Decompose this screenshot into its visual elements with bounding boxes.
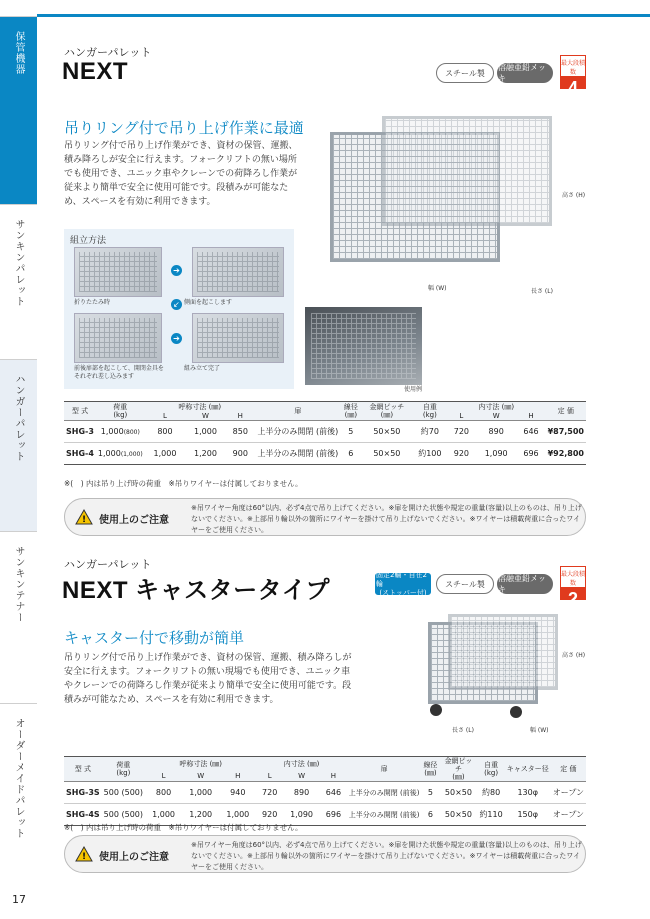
section2-headline: キャスター付で移動が簡単 [64, 629, 245, 647]
spec-table-next-caster [64, 756, 586, 826]
cell-price: ¥92,800 [546, 443, 586, 465]
caution-title: 使用上のご注意 [99, 515, 169, 526]
cell-price: オープン [551, 782, 586, 804]
cell-H: 900 [226, 443, 255, 465]
cell-model: SHG-3S [64, 782, 102, 804]
caster-wheel-icon [430, 704, 442, 716]
cell-weight: 約110 [477, 804, 504, 826]
table-row [64, 443, 586, 465]
assembly-caption: 折りたたみ時 [74, 299, 111, 306]
top-bar [0, 0, 650, 16]
cell-door: 上半分のみ開閉 (前後) [255, 421, 341, 443]
cell-model: SHG-4 [64, 443, 96, 465]
th-W: W [197, 771, 205, 780]
assembly-panel [64, 229, 294, 389]
th-door: 扉 [294, 407, 302, 415]
product-image-caster [418, 612, 568, 722]
section2-subtitle: ハンガーパレット [64, 558, 152, 571]
cell-iH: 696 [320, 804, 347, 826]
section1-title: NEXT [62, 58, 129, 85]
section2-description: 吊りリング付で吊り上げ作業ができ、資材の保管、運搬、積み降ろしが安全に行えます。フォークリフトの無い現場でも使用でき、ユニック車やクレーンでの荷降ろし作業が従来より簡単で安全に使用可能です。段積みが可能なため、スペースを有効に利用できます。 [64, 653, 352, 705]
dim-height-label: 高さ (H) [562, 192, 586, 199]
sidebar-tab-label: サンキンパレット [13, 219, 24, 307]
max-stack-badge [560, 55, 586, 98]
cell-iL: 920 [447, 443, 476, 465]
th-iL: L [267, 771, 272, 780]
cell-pitch: 50×50 [439, 804, 477, 826]
product-image-next [312, 112, 582, 312]
caution-box [64, 835, 586, 873]
cage-back [448, 614, 558, 690]
usage-photo [305, 307, 422, 385]
section2-note: ※( ) 内は吊り上げ時の荷重 ※吊りワイヤーは付属しておりません。 [64, 823, 303, 832]
svg-text:!: ! [81, 515, 87, 525]
caution-title: 使用上のご注意 [99, 852, 169, 863]
cell-iL: 720 [447, 421, 476, 443]
th-iH: H [330, 771, 337, 780]
th-caster: キャスター径 [506, 765, 549, 773]
cell-wire: 5 [421, 782, 439, 804]
th-door: 扉 [380, 765, 388, 773]
cell-iH: 646 [320, 782, 347, 804]
cell-load: 500 (500) [102, 804, 145, 826]
assembly-photo-folded [74, 247, 162, 297]
cell-W: 1,000 [182, 782, 219, 804]
th-model: 型 式 [71, 407, 89, 415]
sidebar-tab-storage[interactable] [0, 16, 37, 204]
assembly-photo-sides [192, 247, 284, 297]
max-stack-number: 2 [567, 589, 578, 609]
th-outer: 呼称寸法 (㎜) [178, 403, 222, 411]
dim-width-label: 幅 (W) [530, 727, 549, 734]
sidebar [0, 16, 37, 876]
caution-box [64, 498, 586, 536]
section1-description: 吊りリング付で吊り上げ作業ができ、資材の保管、運搬、積み降ろしが安全に行えます。フォークリフトの無い場所でも使用でき、ユニック車やクレーンでの荷降ろし作業が従来より簡単で安全に使用可能です。段積みが可能なため、スペースを有効に利用できます。 [64, 141, 298, 207]
th-wire: 線径 (㎜) [343, 403, 358, 419]
dim-length-label: 長さ (L) [531, 288, 553, 295]
material-tag: スチール製 [436, 574, 494, 594]
finish-tag: 溶融亜鉛メッキ [497, 574, 553, 594]
cell-iW: 890 [283, 782, 320, 804]
arrow-right-icon: ➔ [171, 265, 182, 276]
sidebar-tab-hanger-pallet[interactable] [0, 359, 37, 531]
cell-door: 上半分のみ開閉 (前後) [255, 443, 341, 465]
dim-width-label: 幅 (W) [428, 285, 447, 292]
cage-back [382, 116, 552, 226]
table-row [64, 782, 586, 804]
assembly-caption: 組み立て完了 [184, 365, 221, 372]
sidebar-tab-sankin-pallet[interactable] [0, 204, 37, 359]
cell-price: オープン [551, 804, 586, 826]
sidebar-tab-label: オーダーメイドパレット [13, 718, 24, 839]
th-outer: 呼称寸法 (㎜) [179, 759, 223, 768]
caution-text: ※吊ワイヤー角度は60°以内、必ず4点で吊り上げてください。※扉を開けた状態や規定の重量(容量)以上のものは、吊り上げないでください。※上部吊り輪以外の箇所にワイヤーを掛けて吊り上げないでください。※ワイヤーは積載荷重に合ったワイヤーをご使用ください。 [191, 504, 582, 534]
sidebar-tab-sankintainer[interactable] [0, 531, 37, 703]
cell-H: 850 [226, 421, 255, 443]
svg-text:!: ! [81, 852, 87, 862]
cell-W: 1,200 [182, 804, 219, 826]
th-H: H [237, 412, 243, 420]
th-iW: W [492, 412, 500, 420]
cell-iL: 720 [256, 782, 283, 804]
cell-iW: 1,090 [283, 804, 320, 826]
max-stack-badge [560, 566, 586, 609]
top-rule [37, 14, 650, 17]
warning-icon [75, 509, 93, 525]
th-weight: 自重 (kg) [422, 403, 437, 419]
cell-model: SHG-4S [64, 804, 102, 826]
th-H: H [235, 771, 241, 780]
th-iH: H [528, 412, 534, 420]
th-weight: 自重 (kg) [484, 761, 499, 777]
cell-load: 500 (500) [102, 782, 145, 804]
cell-iL: 920 [256, 804, 283, 826]
cell-load: 1,000(1,000) [96, 443, 145, 465]
th-price: 定 価 [557, 407, 574, 415]
spec-table-next [64, 401, 586, 465]
section1-headline: 吊りリング付で吊り上げ作業に最適 [64, 119, 304, 137]
cell-H: 940 [219, 782, 256, 804]
th-inner: 内寸法 (㎜) [478, 403, 515, 411]
dim-length-label: 長さ (L) [452, 727, 474, 734]
th-wire: 線径 (㎜) [423, 761, 438, 777]
th-L: L [163, 412, 167, 420]
cell-wire: 6 [341, 443, 361, 465]
cell-L: 1,000 [145, 443, 186, 465]
sidebar-tab-label: サンキンテナー [13, 546, 24, 623]
section1-subtitle: ハンガーパレット [64, 46, 152, 59]
max-stack-label: 最大段積数 [560, 55, 586, 77]
caster-tag: 固定2輪・自在2輪 (ストッパー付) [375, 573, 431, 595]
table-row [64, 421, 586, 443]
finish-tag: 溶融亜鉛メッキ [497, 63, 553, 83]
cell-iH: 646 [516, 421, 545, 443]
cell-wire: 5 [341, 421, 361, 443]
sidebar-tab-ordermade-pallet[interactable] [0, 703, 37, 876]
th-W: W [202, 412, 209, 420]
cell-L: 800 [145, 421, 186, 443]
usage-caption: 使用例 [404, 386, 423, 393]
assembly-photo-doors [74, 313, 162, 363]
cell-L: 800 [145, 782, 182, 804]
th-model: 型 式 [74, 765, 91, 773]
cell-L: 1,000 [145, 804, 182, 826]
warning-icon [75, 846, 93, 862]
th-iL: L [459, 412, 464, 420]
section2-title: NEXT キャスタータイプ [62, 577, 330, 604]
cell-weight: 約70 [413, 421, 447, 443]
sidebar-tab-label: 保管機器 [13, 31, 24, 75]
sidebar-tab-label: ハンガーパレット [13, 374, 24, 462]
dim-height-label: 高さ (H) [562, 652, 586, 659]
arrow-down-left-icon: ↙ [171, 299, 182, 310]
arrow-right-icon: ➔ [171, 333, 182, 344]
cell-weight: 約80 [477, 782, 504, 804]
cell-price: ¥87,500 [546, 421, 586, 443]
material-tag: スチール製 [436, 63, 494, 83]
cell-W: 1,200 [185, 443, 226, 465]
caster-wheel-icon [510, 706, 522, 718]
cell-iW: 1,090 [476, 443, 517, 465]
cell-door: 上半分のみ開閉 (前後) [347, 804, 422, 826]
th-pitch: 金網ピッチ (㎜) [444, 757, 473, 781]
th-pitch: 金網ピッチ (㎜) [369, 403, 405, 419]
cell-pitch: 50×50 [361, 443, 413, 465]
th-inner: 内寸法 (㎜) [283, 759, 320, 768]
cell-iW: 890 [476, 421, 517, 443]
cell-W: 1,000 [185, 421, 226, 443]
cell-weight: 約100 [413, 443, 447, 465]
cell-iH: 696 [516, 443, 545, 465]
section1-note: ※( ) 内は吊り上げ時の荷重 ※吊りワイヤーは付属しておりません。 [64, 479, 303, 488]
cell-door: 上半分のみ開閉 (前後) [347, 782, 422, 804]
th-load: 荷重 (kg) [116, 761, 131, 777]
assembly-title: 組立方法 [70, 236, 107, 246]
cell-pitch: 50×50 [439, 782, 477, 804]
cell-H: 1,000 [219, 804, 256, 826]
max-stack-label: 最大段積数 [560, 566, 586, 588]
th-L: L [161, 771, 166, 780]
cell-model: SHG-3 [64, 421, 96, 443]
assembly-photo-complete [192, 313, 284, 363]
assembly-caption: 前後扉部を起こして、開閉金具をそれぞれ差し込みます [74, 365, 164, 380]
cell-load: 1,000(800) [96, 421, 145, 443]
cell-caster: 130φ [505, 782, 551, 804]
caution-text: ※吊ワイヤー角度は60°以内、必ず4点で吊り上げてください。※扉を開けた状態や規定の重量(容量)以上のものは、吊り上げないでください。※上部吊り輪以外の箇所にワイヤーを掛けて吊り上げないでください。※ワイヤーは積載荷重に合ったワイヤーをご使用ください。 [191, 841, 582, 871]
page-number: 17 [12, 893, 26, 906]
cell-wire: 6 [421, 804, 439, 826]
cell-pitch: 50×50 [361, 421, 413, 443]
th-iW: W [298, 771, 305, 780]
assembly-caption: 側面を起こします [184, 299, 233, 306]
cell-caster: 150φ [505, 804, 551, 826]
th-load: 荷重 (kg) [113, 403, 128, 419]
max-stack-number: 4 [567, 78, 578, 98]
th-price: 定 価 [560, 765, 577, 773]
